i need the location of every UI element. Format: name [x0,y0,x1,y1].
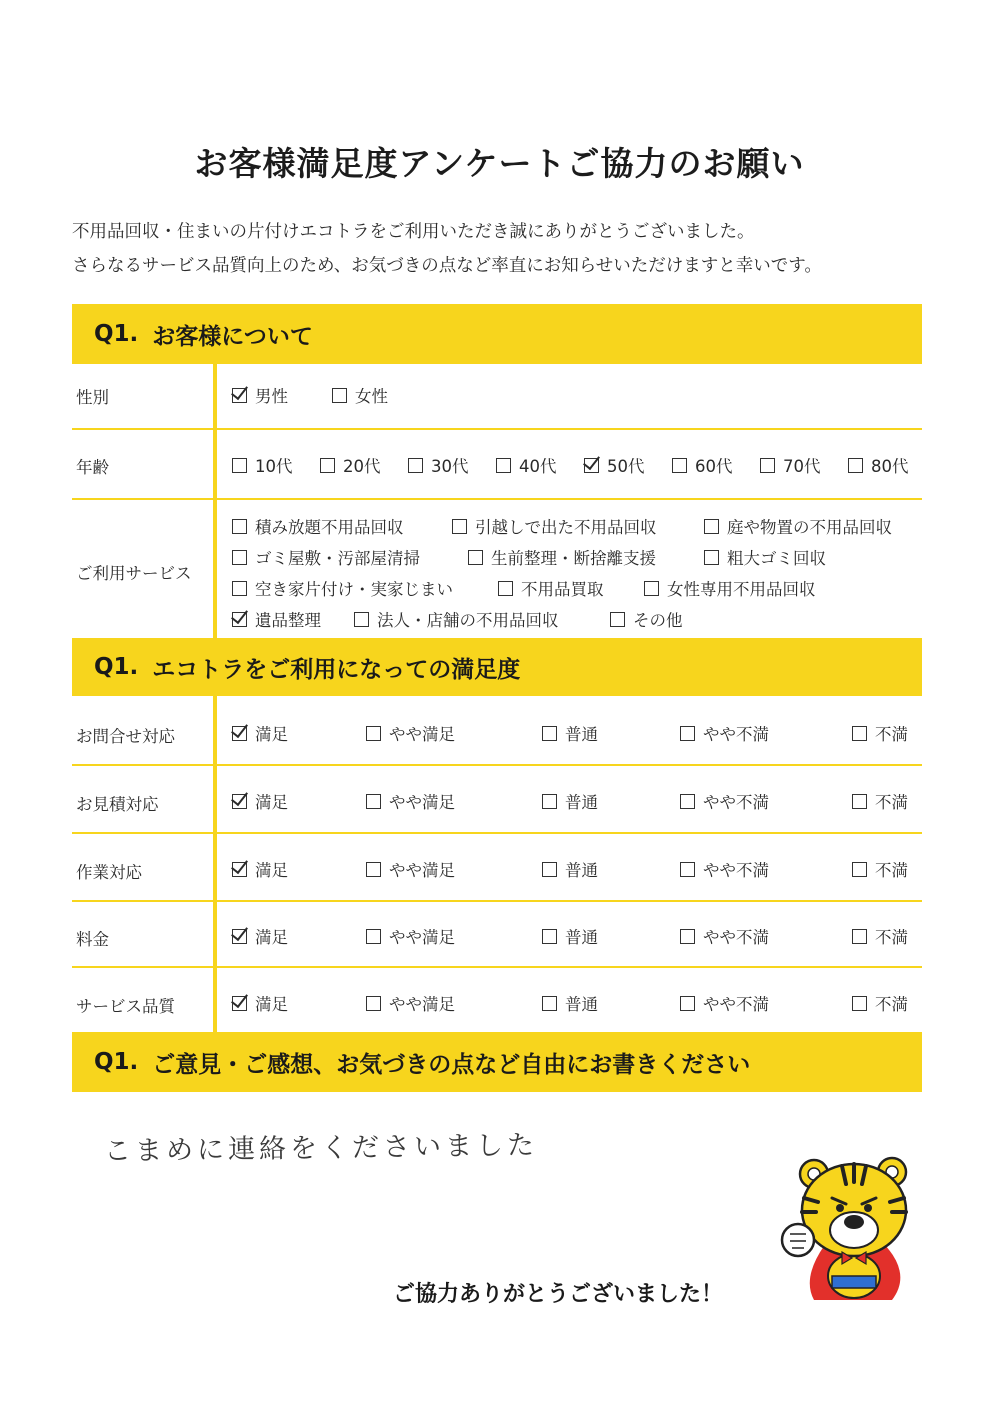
checkbox-icon[interactable] [232,581,247,596]
rating-option[interactable]: 普通 [542,924,598,948]
rating-label: お問合せ対応 [76,727,175,746]
closing-message: ご協力ありがとうございました！ [393,1282,724,1307]
rating-row-estimate [72,766,922,832]
rating-row-inquiry [72,698,922,764]
checkbox-icon[interactable] [232,612,247,627]
checkbox-icon[interactable] [366,794,381,809]
checkbox-icon[interactable] [704,550,719,565]
section-header-customer [72,304,922,364]
section-number: Q1. [94,321,139,347]
rating-row-work [72,834,922,900]
option-female[interactable]: 女性 [332,383,388,407]
option-service[interactable]: 庭や物置の不用品回収 [704,514,892,538]
checkbox-icon[interactable] [672,458,687,473]
checkbox-icon[interactable] [232,388,247,403]
option-male[interactable]: 男性 [232,383,288,407]
checkbox-icon[interactable] [680,862,695,877]
checkbox-icon[interactable] [354,612,369,627]
rating-label: お見積対応 [76,795,159,814]
section-title: エコトラをご利用になっての満足度 [152,656,521,683]
checkbox-icon[interactable] [320,458,335,473]
option-service[interactable]: 法人・店舗の不用品回収 [354,607,559,631]
section-title: お客様について [152,323,313,350]
option-age-40[interactable]: 40代 [496,453,557,477]
checkbox-icon[interactable] [232,929,247,944]
checkbox-icon[interactable] [680,726,695,741]
rating-option[interactable]: 満足 [232,924,288,948]
rating-option[interactable]: 不満 [852,991,908,1015]
section-header-comments [72,1032,922,1092]
service-label: ご利用サービス [76,564,192,583]
rating-option[interactable]: やや不満 [680,924,769,948]
checkbox-icon[interactable] [610,612,625,627]
option-service[interactable]: 積み放題不用品回収 [232,514,404,538]
option-service[interactable]: ゴミ屋敷・汚部屋清掃 [232,545,420,569]
option-age-30[interactable]: 30代 [408,453,469,477]
rating-option[interactable]: 不満 [852,789,908,813]
checkbox-icon[interactable] [542,794,557,809]
checkbox-icon[interactable] [232,996,247,1011]
rating-option[interactable]: 満足 [232,721,288,745]
option-service[interactable]: 女性専用不用品回収 [644,576,816,600]
checkbox-icon[interactable] [366,726,381,741]
checkbox-icon[interactable] [408,458,423,473]
age-row [72,430,922,498]
section-header-satisfaction [72,638,922,696]
checkbox-icon[interactable] [680,996,695,1011]
checkbox-icon[interactable] [542,862,557,877]
rating-option[interactable]: 満足 [232,789,288,813]
checkbox-icon[interactable] [704,519,719,534]
gender-row [72,364,922,428]
checkbox-icon[interactable] [584,458,599,473]
option-age-80[interactable]: 80代 [848,453,909,477]
option-service[interactable]: 空き家片付け・実家じまい [232,576,453,600]
option-age-50[interactable]: 50代 [584,453,645,477]
checkbox-icon[interactable] [232,550,247,565]
rating-label: 作業対応 [76,863,142,882]
option-age-10[interactable]: 10代 [232,453,293,477]
rating-option[interactable]: やや不満 [680,721,769,745]
checkbox-icon[interactable] [680,929,695,944]
gender-label: 性別 [76,388,109,407]
checkbox-icon[interactable] [232,794,247,809]
checkbox-icon[interactable] [680,794,695,809]
option-service[interactable]: その他 [610,607,683,631]
rating-row-service-quality [72,968,922,1032]
handwritten-comment[interactable]: こまめに連絡をくださいました [103,1129,539,1168]
checkbox-icon[interactable] [468,550,483,565]
checkbox-icon[interactable] [452,519,467,534]
rating-label: 料金 [76,930,109,949]
checkbox-icon[interactable] [498,581,513,596]
option-service[interactable]: 不用品買取 [498,576,604,600]
rating-option[interactable]: やや不満 [680,991,769,1015]
checkbox-icon[interactable] [852,996,867,1011]
rating-option[interactable]: 普通 [542,991,598,1015]
tiger-mascot-icon [772,1148,932,1308]
checkbox-icon[interactable] [542,996,557,1011]
section-title: ご意見・ご感想、お気づきの点など自由にお書きください [152,1051,751,1078]
rating-option[interactable]: やや不満 [680,789,769,813]
service-row [72,500,922,638]
rating-option[interactable]: 普通 [542,789,598,813]
rating-row-price [72,902,922,966]
checkbox-icon[interactable] [542,726,557,741]
checkbox-icon[interactable] [848,458,863,473]
checkbox-icon[interactable] [496,458,511,473]
section-number: Q1. [94,1049,139,1075]
rating-option[interactable]: やや満足 [366,721,455,745]
rating-option[interactable]: やや満足 [366,857,455,881]
checkbox-icon[interactable] [852,726,867,741]
option-age-70[interactable]: 70代 [760,453,821,477]
page-title: お客様満足度アンケートご協力のお願い [194,144,805,183]
checkbox-icon[interactable] [852,929,867,944]
option-service[interactable]: 引越しで出た不用品回収 [452,514,657,538]
checkbox-icon[interactable] [366,862,381,877]
checkbox-icon[interactable] [232,862,247,877]
rating-option[interactable]: 普通 [542,721,598,745]
checkbox-icon[interactable] [760,458,775,473]
checkbox-icon[interactable] [852,794,867,809]
checkbox-icon[interactable] [332,388,347,403]
checkbox-icon[interactable] [644,581,659,596]
checkbox-icon[interactable] [852,862,867,877]
age-label: 年齢 [76,458,109,477]
checkbox-icon[interactable] [232,458,247,473]
rating-label: サービス品質 [76,997,175,1016]
checkbox-icon[interactable] [366,996,381,1011]
rating-option[interactable]: 不満 [852,857,908,881]
rating-option[interactable]: やや不満 [680,857,769,881]
rating-option[interactable]: やや満足 [366,789,455,813]
section-number: Q1. [94,654,139,680]
checkbox-icon[interactable] [232,519,247,534]
rating-option[interactable]: 満足 [232,991,288,1015]
option-service[interactable]: 生前整理・断捨離支援 [468,545,656,569]
option-age-20[interactable]: 20代 [320,453,381,477]
rating-option[interactable]: 普通 [542,857,598,881]
intro-line-1: 不用品回収・住まいの片付けエコトラをご利用いただき誠にありがとうございました。 [72,222,755,242]
rating-option[interactable]: 不満 [852,721,908,745]
option-service-selected[interactable]: 遺品整理 [232,607,321,631]
checkbox-icon[interactable] [542,929,557,944]
rating-option[interactable]: 不満 [852,924,908,948]
checkbox-icon[interactable] [366,929,381,944]
rating-option[interactable]: やや満足 [366,991,455,1015]
rating-option[interactable]: やや満足 [366,924,455,948]
intro-line-2: さらなるサービス品質向上のため、お気づきの点など率直にお知らせいただけますと幸いです。 [72,256,822,276]
rating-option[interactable]: 満足 [232,857,288,881]
option-service[interactable]: 粗大ゴミ回収 [704,545,826,569]
checkbox-icon[interactable] [232,726,247,741]
option-age-60[interactable]: 60代 [672,453,733,477]
